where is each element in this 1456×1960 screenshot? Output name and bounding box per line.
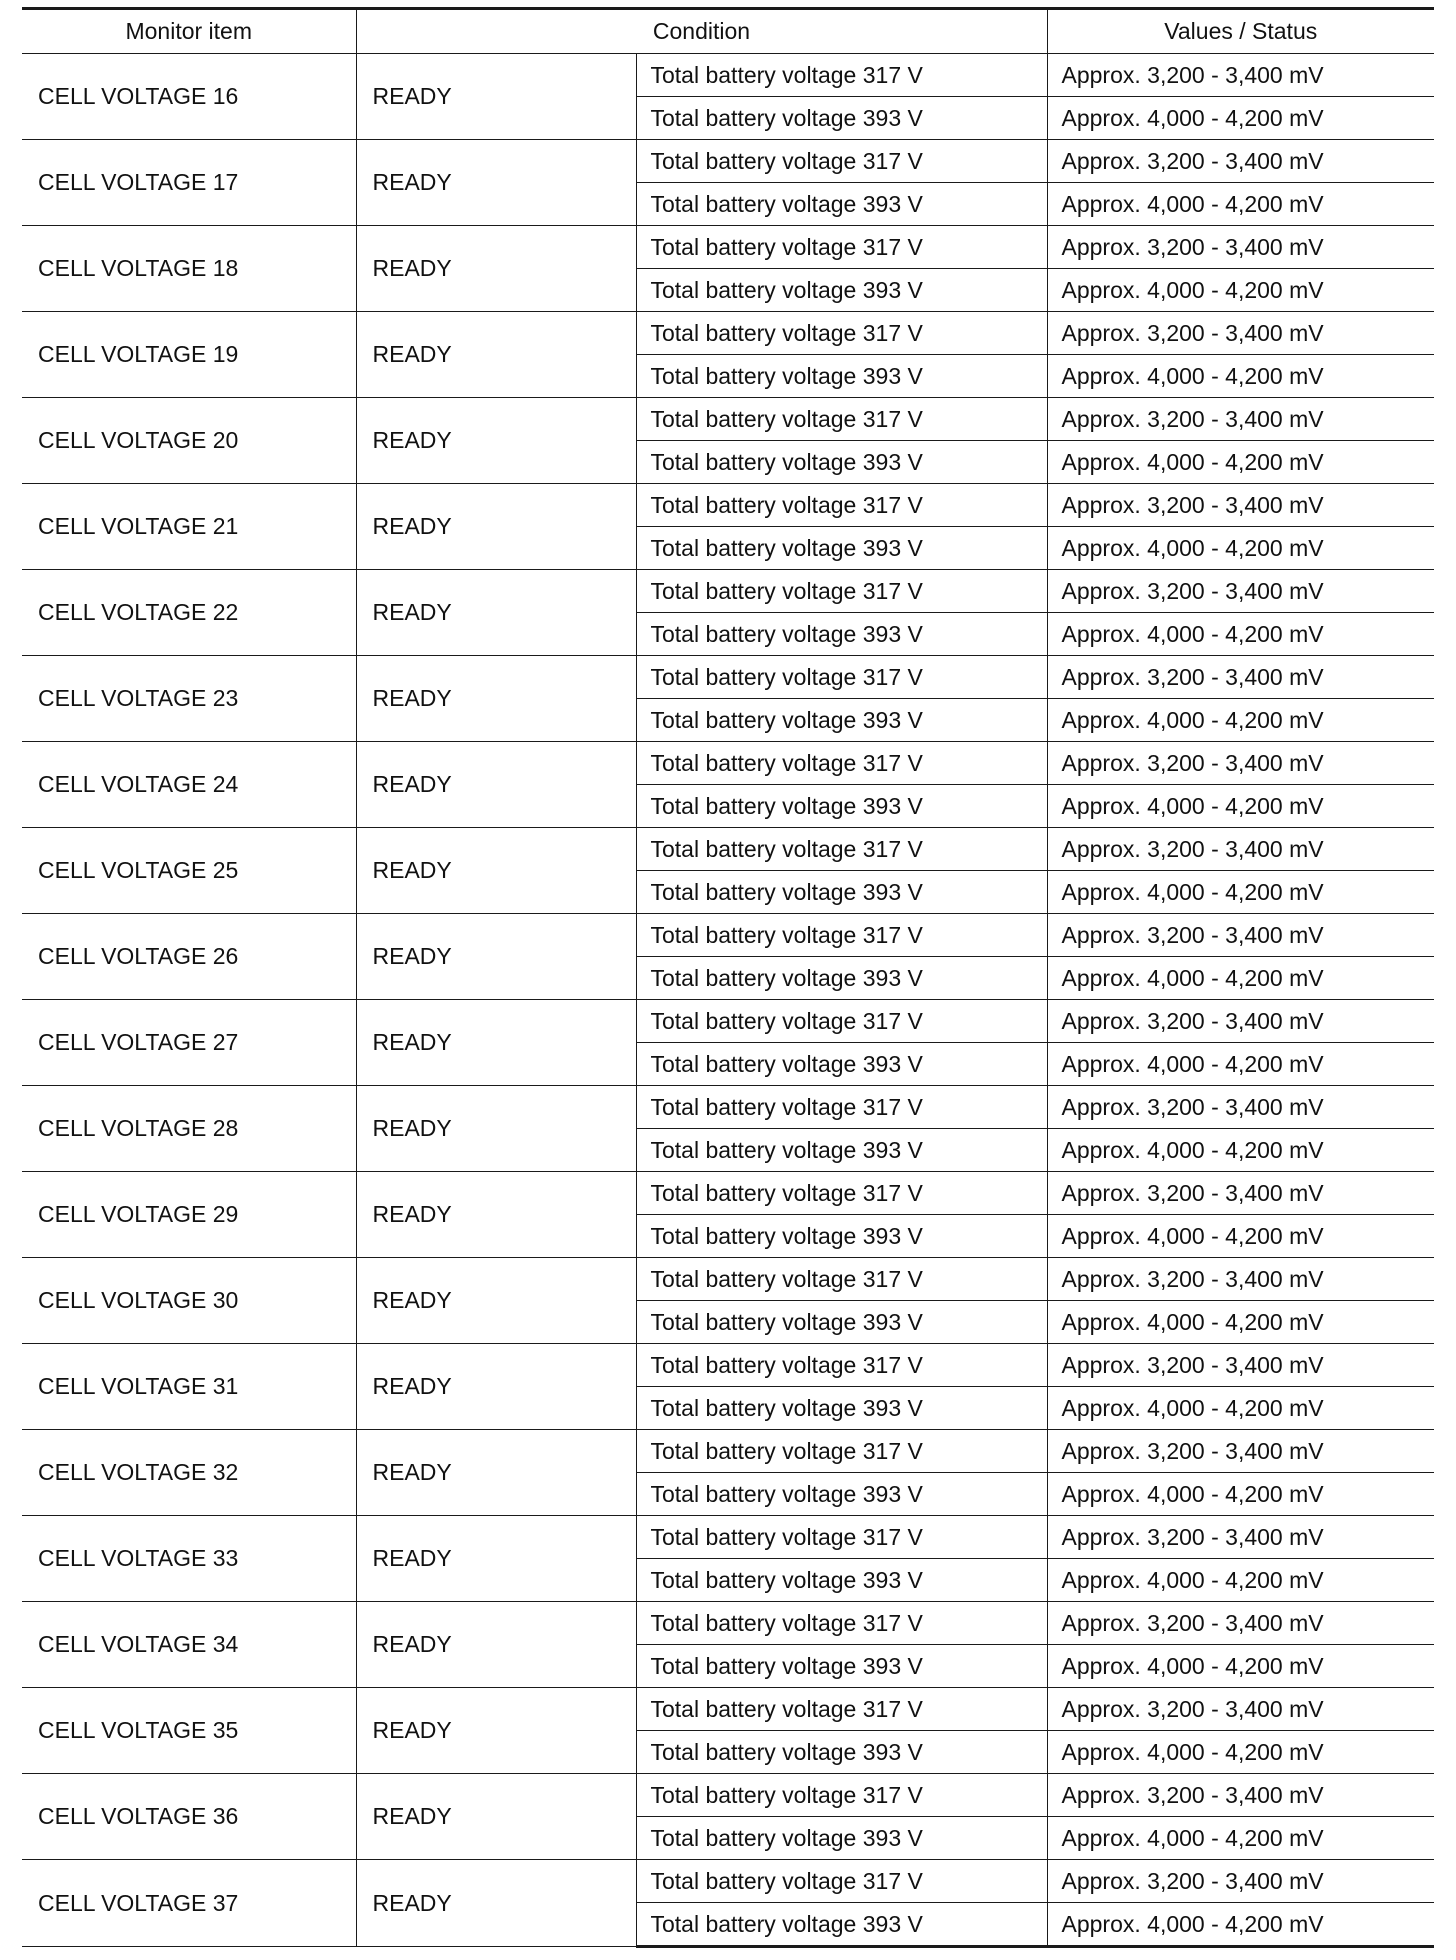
condition-detail-cell: Total battery voltage 393 V xyxy=(636,1129,1047,1172)
condition-detail-cell: Total battery voltage 317 V xyxy=(636,312,1047,355)
value-status-cell: Approx. 3,200 - 3,400 mV xyxy=(1047,54,1434,97)
table-header xyxy=(22,9,1434,54)
value-status-cell: Approx. 3,200 - 3,400 mV xyxy=(1047,1602,1434,1645)
header-row xyxy=(22,9,1434,54)
value-status-cell: Approx. 4,000 - 4,200 mV xyxy=(1047,957,1434,1000)
value-status-cell: Approx. 4,000 - 4,200 mV xyxy=(1047,441,1434,484)
condition-state-cell: READY xyxy=(356,312,636,398)
condition-detail-cell: Total battery voltage 317 V xyxy=(636,570,1047,613)
header-values-status: Values / Status xyxy=(1047,9,1434,54)
table-row xyxy=(22,1258,1434,1301)
value-status-cell: Approx. 4,000 - 4,200 mV xyxy=(1047,1387,1434,1430)
value-status-cell: Approx. 3,200 - 3,400 mV xyxy=(1047,1172,1434,1215)
monitor-item-cell: CELL VOLTAGE 35 xyxy=(22,1688,356,1774)
value-status-cell: Approx. 3,200 - 3,400 mV xyxy=(1047,1688,1434,1731)
value-status-cell: Approx. 3,200 - 3,400 mV xyxy=(1047,1344,1434,1387)
monitor-item-cell: CELL VOLTAGE 32 xyxy=(22,1430,356,1516)
condition-detail-cell: Total battery voltage 317 V xyxy=(636,1344,1047,1387)
monitor-item-cell: CELL VOLTAGE 26 xyxy=(22,914,356,1000)
condition-state-cell: READY xyxy=(356,484,636,570)
condition-detail-cell: Total battery voltage 393 V xyxy=(636,441,1047,484)
value-status-cell: Approx. 4,000 - 4,200 mV xyxy=(1047,1559,1434,1602)
table-row xyxy=(22,1086,1434,1129)
condition-state-cell: READY xyxy=(356,570,636,656)
condition-state-cell: READY xyxy=(356,1688,636,1774)
condition-detail-cell: Total battery voltage 393 V xyxy=(636,1645,1047,1688)
table-row xyxy=(22,1000,1434,1043)
value-status-cell: Approx. 3,200 - 3,400 mV xyxy=(1047,1860,1434,1903)
table-row xyxy=(22,1516,1434,1559)
value-status-cell: Approx. 3,200 - 3,400 mV xyxy=(1047,312,1434,355)
monitor-item-cell: CELL VOLTAGE 24 xyxy=(22,742,356,828)
condition-state-cell: READY xyxy=(356,1172,636,1258)
condition-detail-cell: Total battery voltage 393 V xyxy=(636,355,1047,398)
value-status-cell: Approx. 3,200 - 3,400 mV xyxy=(1047,570,1434,613)
monitor-item-cell: CELL VOLTAGE 34 xyxy=(22,1602,356,1688)
monitor-item-cell: CELL VOLTAGE 22 xyxy=(22,570,356,656)
value-status-cell: Approx. 3,200 - 3,400 mV xyxy=(1047,398,1434,441)
condition-state-cell: READY xyxy=(356,1774,636,1860)
table-row xyxy=(22,312,1434,355)
table-row xyxy=(22,1688,1434,1731)
condition-detail-cell: Total battery voltage 317 V xyxy=(636,1860,1047,1903)
table-row xyxy=(22,828,1434,871)
condition-detail-cell: Total battery voltage 317 V xyxy=(636,484,1047,527)
condition-detail-cell: Total battery voltage 317 V xyxy=(636,1258,1047,1301)
condition-detail-cell: Total battery voltage 393 V xyxy=(636,1215,1047,1258)
table-row xyxy=(22,54,1434,97)
condition-detail-cell: Total battery voltage 393 V xyxy=(636,1559,1047,1602)
monitor-item-cell: CELL VOLTAGE 16 xyxy=(22,54,356,140)
header-condition: Condition xyxy=(356,9,1047,54)
value-status-cell: Approx. 4,000 - 4,200 mV xyxy=(1047,269,1434,312)
condition-detail-cell: Total battery voltage 393 V xyxy=(636,527,1047,570)
condition-detail-cell: Total battery voltage 393 V xyxy=(636,1301,1047,1344)
monitor-item-cell: CELL VOLTAGE 17 xyxy=(22,140,356,226)
condition-detail-cell: Total battery voltage 393 V xyxy=(636,957,1047,1000)
condition-detail-cell: Total battery voltage 393 V xyxy=(636,871,1047,914)
condition-state-cell: READY xyxy=(356,1516,636,1602)
condition-detail-cell: Total battery voltage 317 V xyxy=(636,1688,1047,1731)
condition-state-cell: READY xyxy=(356,1344,636,1430)
value-status-cell: Approx. 3,200 - 3,400 mV xyxy=(1047,1000,1434,1043)
value-status-cell: Approx. 4,000 - 4,200 mV xyxy=(1047,527,1434,570)
table-row xyxy=(22,1774,1434,1817)
monitor-item-cell: CELL VOLTAGE 30 xyxy=(22,1258,356,1344)
table-row xyxy=(22,656,1434,699)
monitor-item-cell: CELL VOLTAGE 21 xyxy=(22,484,356,570)
monitor-item-cell: CELL VOLTAGE 28 xyxy=(22,1086,356,1172)
monitor-item-cell: CELL VOLTAGE 29 xyxy=(22,1172,356,1258)
condition-state-cell: READY xyxy=(356,1086,636,1172)
condition-state-cell: READY xyxy=(356,1430,636,1516)
condition-state-cell: READY xyxy=(356,914,636,1000)
condition-state-cell: READY xyxy=(356,226,636,312)
monitor-item-cell: CELL VOLTAGE 37 xyxy=(22,1860,356,1947)
table-row xyxy=(22,1602,1434,1645)
condition-state-cell: READY xyxy=(356,742,636,828)
monitor-item-cell: CELL VOLTAGE 27 xyxy=(22,1000,356,1086)
value-status-cell: Approx. 4,000 - 4,200 mV xyxy=(1047,785,1434,828)
value-status-cell: Approx. 4,000 - 4,200 mV xyxy=(1047,1473,1434,1516)
condition-detail-cell: Total battery voltage 317 V xyxy=(636,1000,1047,1043)
condition-detail-cell: Total battery voltage 317 V xyxy=(636,226,1047,269)
table-row xyxy=(22,140,1434,183)
value-status-cell: Approx. 3,200 - 3,400 mV xyxy=(1047,1516,1434,1559)
table-row xyxy=(22,570,1434,613)
condition-detail-cell: Total battery voltage 393 V xyxy=(636,699,1047,742)
condition-detail-cell: Total battery voltage 393 V xyxy=(636,1731,1047,1774)
value-status-cell: Approx. 4,000 - 4,200 mV xyxy=(1047,1215,1434,1258)
condition-detail-cell: Total battery voltage 317 V xyxy=(636,1602,1047,1645)
table-body xyxy=(22,54,1434,1947)
value-status-cell: Approx. 3,200 - 3,400 mV xyxy=(1047,1258,1434,1301)
value-status-cell: Approx. 4,000 - 4,200 mV xyxy=(1047,871,1434,914)
value-status-cell: Approx. 4,000 - 4,200 mV xyxy=(1047,97,1434,140)
value-status-cell: Approx. 4,000 - 4,200 mV xyxy=(1047,183,1434,226)
condition-detail-cell: Total battery voltage 317 V xyxy=(636,398,1047,441)
table-row xyxy=(22,1172,1434,1215)
value-status-cell: Approx. 3,200 - 3,400 mV xyxy=(1047,226,1434,269)
condition-state-cell: READY xyxy=(356,1000,636,1086)
condition-detail-cell: Total battery voltage 317 V xyxy=(636,1086,1047,1129)
value-status-cell: Approx. 3,200 - 3,400 mV xyxy=(1047,1086,1434,1129)
condition-detail-cell: Total battery voltage 393 V xyxy=(636,1817,1047,1860)
condition-detail-cell: Total battery voltage 317 V xyxy=(636,914,1047,957)
value-status-cell: Approx. 3,200 - 3,400 mV xyxy=(1047,914,1434,957)
condition-state-cell: READY xyxy=(356,656,636,742)
monitor-item-cell: CELL VOLTAGE 18 xyxy=(22,226,356,312)
condition-detail-cell: Total battery voltage 393 V xyxy=(636,1043,1047,1086)
condition-detail-cell: Total battery voltage 393 V xyxy=(636,1903,1047,1947)
value-status-cell: Approx. 4,000 - 4,200 mV xyxy=(1047,699,1434,742)
condition-state-cell: READY xyxy=(356,1602,636,1688)
value-status-cell: Approx. 4,000 - 4,200 mV xyxy=(1047,355,1434,398)
condition-detail-cell: Total battery voltage 317 V xyxy=(636,140,1047,183)
condition-detail-cell: Total battery voltage 393 V xyxy=(636,1387,1047,1430)
table-row xyxy=(22,742,1434,785)
value-status-cell: Approx. 4,000 - 4,200 mV xyxy=(1047,1817,1434,1860)
table-row xyxy=(22,398,1434,441)
monitor-item-cell: CELL VOLTAGE 31 xyxy=(22,1344,356,1430)
monitor-item-cell: CELL VOLTAGE 20 xyxy=(22,398,356,484)
table-row xyxy=(22,1430,1434,1473)
condition-detail-cell: Total battery voltage 393 V xyxy=(636,97,1047,140)
value-status-cell: Approx. 3,200 - 3,400 mV xyxy=(1047,828,1434,871)
monitor-item-cell: CELL VOLTAGE 25 xyxy=(22,828,356,914)
condition-detail-cell: Total battery voltage 393 V xyxy=(636,269,1047,312)
value-status-cell: Approx. 4,000 - 4,200 mV xyxy=(1047,1903,1434,1947)
condition-detail-cell: Total battery voltage 393 V xyxy=(636,785,1047,828)
table-row xyxy=(22,1860,1434,1903)
monitor-item-cell: CELL VOLTAGE 36 xyxy=(22,1774,356,1860)
condition-detail-cell: Total battery voltage 393 V xyxy=(636,1473,1047,1516)
value-status-cell: Approx. 4,000 - 4,200 mV xyxy=(1047,1043,1434,1086)
monitor-item-cell: CELL VOLTAGE 23 xyxy=(22,656,356,742)
table-row xyxy=(22,226,1434,269)
condition-detail-cell: Total battery voltage 317 V xyxy=(636,656,1047,699)
value-status-cell: Approx. 3,200 - 3,400 mV xyxy=(1047,742,1434,785)
table-row xyxy=(22,914,1434,957)
value-status-cell: Approx. 4,000 - 4,200 mV xyxy=(1047,1301,1434,1344)
table-row xyxy=(22,1344,1434,1387)
condition-detail-cell: Total battery voltage 393 V xyxy=(636,183,1047,226)
condition-state-cell: READY xyxy=(356,140,636,226)
monitor-table xyxy=(22,7,1434,1948)
condition-detail-cell: Total battery voltage 317 V xyxy=(636,1430,1047,1473)
value-status-cell: Approx. 4,000 - 4,200 mV xyxy=(1047,613,1434,656)
condition-detail-cell: Total battery voltage 317 V xyxy=(636,1774,1047,1817)
value-status-cell: Approx. 3,200 - 3,400 mV xyxy=(1047,140,1434,183)
condition-state-cell: READY xyxy=(356,1258,636,1344)
value-status-cell: Approx. 4,000 - 4,200 mV xyxy=(1047,1129,1434,1172)
monitor-item-cell: CELL VOLTAGE 33 xyxy=(22,1516,356,1602)
condition-state-cell: READY xyxy=(356,398,636,484)
value-status-cell: Approx. 4,000 - 4,200 mV xyxy=(1047,1731,1434,1774)
condition-state-cell: READY xyxy=(356,1860,636,1947)
value-status-cell: Approx. 3,200 - 3,400 mV xyxy=(1047,484,1434,527)
condition-detail-cell: Total battery voltage 317 V xyxy=(636,54,1047,97)
condition-detail-cell: Total battery voltage 317 V xyxy=(636,1516,1047,1559)
monitor-item-cell: CELL VOLTAGE 19 xyxy=(22,312,356,398)
value-status-cell: Approx. 3,200 - 3,400 mV xyxy=(1047,1774,1434,1817)
value-status-cell: Approx. 3,200 - 3,400 mV xyxy=(1047,1430,1434,1473)
condition-detail-cell: Total battery voltage 317 V xyxy=(636,742,1047,785)
condition-state-cell: READY xyxy=(356,828,636,914)
value-status-cell: Approx. 3,200 - 3,400 mV xyxy=(1047,656,1434,699)
condition-detail-cell: Total battery voltage 317 V xyxy=(636,828,1047,871)
condition-detail-cell: Total battery voltage 393 V xyxy=(636,613,1047,656)
header-monitor-item: Monitor item xyxy=(22,9,356,54)
condition-detail-cell: Total battery voltage 317 V xyxy=(636,1172,1047,1215)
table-row xyxy=(22,484,1434,527)
value-status-cell: Approx. 4,000 - 4,200 mV xyxy=(1047,1645,1434,1688)
condition-state-cell: READY xyxy=(356,54,636,140)
